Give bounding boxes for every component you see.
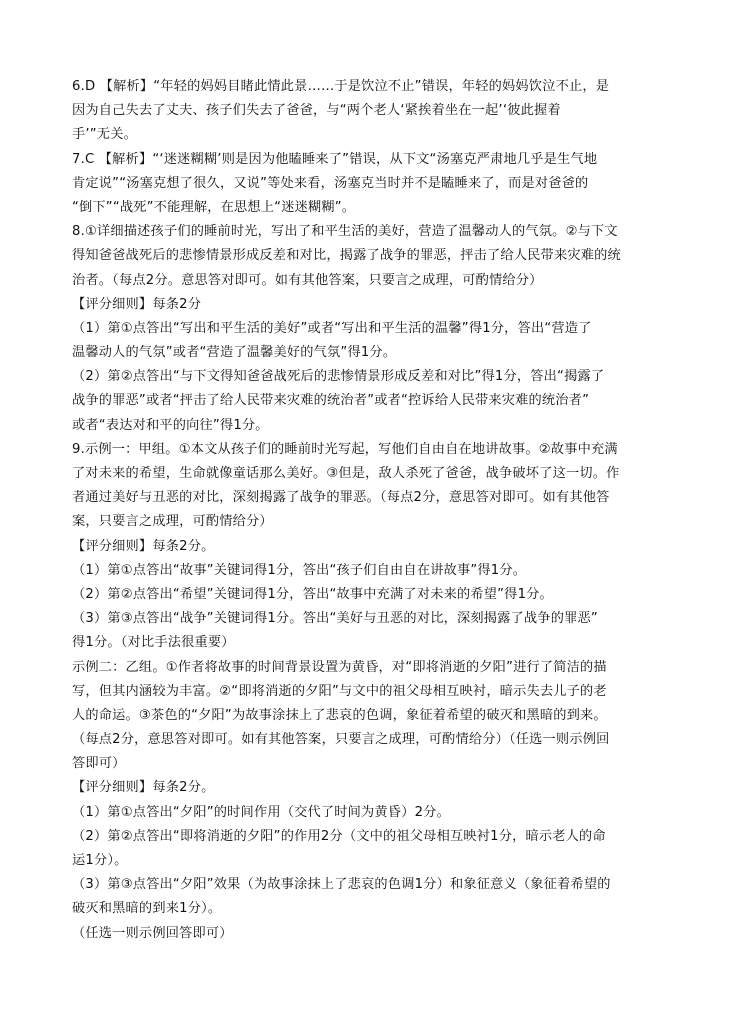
text-line: （3）第③点答出“战争”关键词得1分。答出“美好与丑恶的对比，深刻揭露了战争的罪恶”	[72, 611, 598, 627]
text-line: 案，只要言之成理，可酌情给分）	[72, 514, 273, 530]
text-line: 示例二：乙组。①作者将故事的时间背景设置为黄昏，对“即将消逝的夕阳”进行了简洁的描	[72, 659, 607, 675]
text-line: （2）第②点答出“希望”关键词得1分，答出“故事中充满了对未来的希望”得1分。	[72, 586, 553, 602]
text-line: （每点2分，意思答对即可。如有其他答案，只要言之成理，可酌情给分）（任选一则示例回	[72, 732, 610, 748]
text-line: （2）第②点答出“与下文得知爸爸战死后的悲惨情景形成反差和对比”得1分，答出“揭露了	[72, 369, 605, 385]
text-line: 人的命运。③茶色的“夕阳”为故事涂抹上了悲哀的色调，象征着希望的破灭和黑暗的到来。	[72, 707, 607, 723]
text-line: 温馨动人的气氛”或者“营造了温馨美好的气氛”得1分。	[72, 345, 397, 361]
text-line: 因为自己失去了丈夫、孩子们失去了爸爸，与“两个老人‘紧挨着坐在一起’‘彼此握着	[72, 103, 561, 119]
text-line: 治者。（每点2分。意思答对即可。如有其他答案，只要言之成理，可酌情给分）	[72, 272, 543, 288]
text-line: 手’”无关。	[72, 127, 137, 143]
text-line: 得知爸爸战死后的悲惨情景形成反差和对比，揭露了战争的罪恶，抨击了给人民带来灾难的统	[72, 248, 621, 264]
text-line: 战争的罪恶”或者“抨击了给人民带来灾难的统治者”或者“控诉给人民带来灾难的统治者”	[72, 393, 590, 409]
text-line: （2）第②点答出“即将消逝的夕阳”的作用2分（文中的祖父母相互映衬1分，暗示老人的命	[72, 828, 606, 844]
text-line: 写，但其内涵较为丰富。②“即将消逝的夕阳”与文中的祖父母相互映衬，暗示失去儿子的老	[72, 683, 607, 699]
text-line: 6.D 【解析】“年轻的妈妈目睹此情此景……于是饮泣不止”错误，年轻的妈妈饮泣不止，是	[72, 79, 610, 94]
text-line: “倒下”“战死”不能理解，在思想上“迷迷糊糊”。	[72, 199, 356, 215]
text-line: 了对未来的希望，生命就像童话那么美好。③但是，敌人杀死了爸爸，战争破坏了这一切。作	[72, 466, 620, 481]
text-line: 或者“表达对和平的向往”得1分。	[72, 417, 269, 433]
text-line: （1）第①点答出“写出和平生活的美好”或者“写出和平生活的温馨”得1分，答出“营造了	[72, 320, 592, 336]
answer-document	[72, 75, 677, 946]
text-line: 得1分。（对比手法很重要）	[72, 635, 235, 651]
text-line: 8.①详细描述孩子们的睡前时光，写出了和平生活的美好，营造了温馨动人的气氛。②与下文	[72, 224, 618, 240]
text-line: 【评分细则】每条2分。	[72, 780, 215, 796]
text-line: 7.C 【解析】“‘迷迷糊糊’则是因为他瞌睡来了”错误，从下文“汤塞克严肃地几乎是生气地	[72, 151, 598, 167]
text-line: 【评分细则】每条2分。	[72, 538, 215, 554]
text-line: 肯定说”“汤塞克想了很久，又说”等处来看，汤塞克当时并不是瞌睡来了，而是对爸爸的	[72, 175, 589, 191]
text-line: 运1分）。	[72, 853, 128, 868]
text-line: 破灭和黑暗的到来1分）。	[72, 901, 222, 917]
text-line: （1）第①点答出“故事”关键词得1分，答出“孩子们自由自在讲故事”得1分。	[72, 562, 527, 578]
text-line: 9.示例一：甲组。①本文从孩子们的睡前时光写起，写他们自由自在地讲故事。②故事中充满	[72, 441, 618, 457]
text-line: 答即可）	[72, 756, 126, 772]
text-line: 者通过美好与丑恶的对比，深刻揭露了战争的罪恶。（每点2分，意思答对即可。如有其他答	[72, 490, 610, 506]
text-line: （任选一则示例回答即可）	[72, 925, 233, 941]
text-line: （3）第③点答出“夕阳”效果（为故事涂抹上了悲哀的色调1分）和象征意义（象征着希望的	[72, 877, 611, 893]
text-line: （1）第①点答出“夕阳”的时间作用（交代了时间为黄昏）2分。	[72, 804, 450, 820]
text-line: 【评分细则】每条2分	[72, 296, 202, 312]
